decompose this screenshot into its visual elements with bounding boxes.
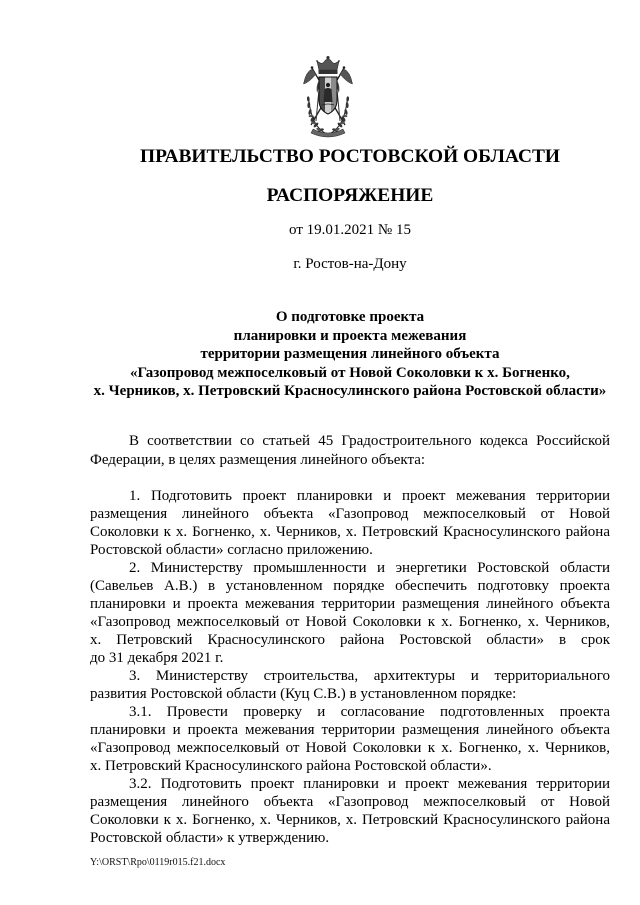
text-line: до 31 декабря 2021 г. — [90, 650, 224, 666]
text-line: 3.2. Подготовить проект планировки и проект межевания территории — [129, 776, 610, 792]
file-path-footer: Y:\ORST\Rpo\0119r015.f21.docx — [90, 857, 226, 868]
text-line: планировки и проекта межевания территории размещения линейного объекта — [90, 596, 610, 612]
text-line: размещения линейного объекта «Газопровод межпоселковый от Новой — [90, 794, 610, 810]
ribbon — [311, 129, 345, 137]
text-line: Ростовской области» к утверждению. — [90, 830, 330, 846]
item-1-paragraph — [90, 487, 610, 559]
text-line: Ростовской области» согласно приложению. — [90, 542, 373, 558]
text-line: Соколовки к х. Богненко, х. Черников, х. Петровский Красносулинского района — [90, 812, 610, 828]
title-line: планировки и проекта межевания — [233, 327, 467, 344]
coat-of-arms-icon — [300, 55, 356, 141]
document-date-number: от 19.01.2021 № 15 — [289, 222, 411, 238]
title-line: «Газопровод межпоселковый от Новой Соколовки к х. Богненко, — [130, 364, 570, 381]
text-line: х. Петровский Красносулинского района Ростовской области» в срок — [90, 632, 610, 648]
shield — [319, 77, 337, 115]
crown — [316, 56, 340, 74]
text-line: «Газопровод межпоселковый от Новой Соколовки к х. Богненко, х. Черников, — [90, 740, 610, 756]
item-3-2-paragraph — [90, 775, 610, 847]
text-line: 1. Подготовить проект планировки и проект межевания территории — [129, 488, 610, 504]
text-line: размещения линейного объекта «Газопровод межпоселковый от Новой — [90, 506, 610, 522]
text-line: Федерации, в целях размещения линейного объекта: — [90, 451, 426, 468]
item-3-1-paragraph — [90, 703, 610, 775]
text-line: В соответствии со статьей 45 Градостроительного кодекса Российской — [129, 433, 610, 449]
document-subject-title — [90, 308, 610, 401]
document-city: г. Ростов-на-Дону — [293, 256, 407, 272]
document-type-heading: РАСПОРЯЖЕНИЕ — [266, 185, 434, 206]
title-line: О подготовке проекта — [275, 309, 425, 325]
item-2-paragraph — [90, 559, 610, 667]
text-line: «Газопровод межпоселковый от Новой Соколовки к х. Богненко, х. Черников, — [90, 614, 610, 630]
item-3-paragraph — [90, 667, 610, 703]
text-line: развития Ростовской области (Куц С.В.) в установленном порядке: — [90, 686, 517, 702]
intro-paragraph — [90, 432, 610, 469]
text-line: (Савельев А.В.) в установленном порядке обеспечить подготовку проекта — [90, 578, 610, 594]
government-name-heading: ПРАВИТЕЛЬСТВО РОСТОВСКОЙ ОБЛАСТИ — [140, 146, 560, 167]
text-line: 2. Министерству промышленности и энергетики Ростовской области — [129, 560, 610, 576]
text-line: Соколовки к х. Богненко, х. Черников, х. Петровский Красносулинского района — [90, 524, 610, 540]
title-line: территории размещения линейного объекта — [200, 346, 500, 362]
text-line: планировки и проекта межевания территории размещения линейного объекта — [90, 722, 610, 738]
body-items — [90, 487, 610, 847]
title-line: х. Черников, х. Петровский Красносулинского района Ростовской области» — [93, 383, 607, 399]
text-line: 3.1. Провести проверку и согласование подготовленных проекта — [129, 704, 610, 720]
text-line: х. Петровский Красносулинского района Ростовской области». — [90, 758, 492, 774]
text-line: 3. Министерству строительства, архитектуры и территориального — [129, 668, 610, 684]
